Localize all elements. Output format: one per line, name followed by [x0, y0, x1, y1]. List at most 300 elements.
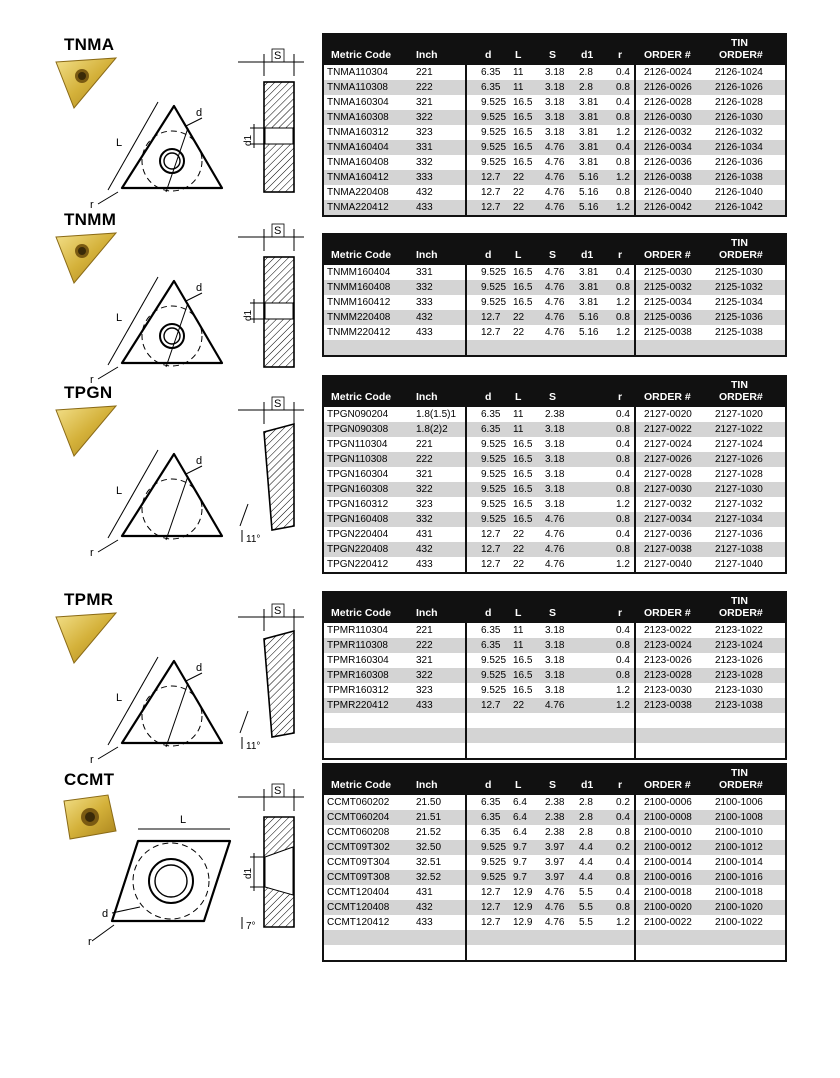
cell-L: 6.4: [513, 827, 527, 838]
cell-L: 22: [513, 327, 525, 338]
cell-r: 0.8: [616, 514, 630, 525]
cell-d1: 3.81: [579, 297, 599, 308]
cell-S: 4.76: [545, 529, 565, 540]
cell-d: 9.525: [481, 142, 507, 153]
cell-order: 2100-0006: [644, 797, 692, 808]
cell-metric-code: TPGN090204: [327, 409, 389, 420]
cell-order: 2127-0020: [644, 409, 692, 420]
cell-order: 2127-0034: [644, 514, 692, 525]
cell-order: 2126-0024: [644, 67, 692, 78]
cell-d: 6.35: [481, 640, 501, 651]
cell-inch: 21.51: [416, 812, 442, 823]
header-tin: TIN: [731, 595, 748, 607]
dim-label-L: L: [180, 814, 187, 826]
cell-r: 0.8: [616, 827, 630, 838]
cell-metric-code: TPGN110304: [327, 439, 388, 450]
cell-tin-order: 2100-1008: [715, 812, 763, 823]
cell-d1: 3.81: [579, 157, 599, 168]
table-row: [324, 452, 785, 467]
section-title: TNMM: [64, 210, 117, 229]
header-tin-order: ORDER#: [719, 49, 763, 61]
cell-L: 16.5: [513, 112, 533, 123]
header-d: d: [485, 779, 492, 791]
table-body: [324, 265, 785, 355]
cell-metric-code: CCMT120408: [327, 902, 390, 913]
cell-S: 4.76: [545, 282, 565, 293]
cell-inch: 21.50: [416, 797, 442, 808]
cell-S: 3.18: [545, 484, 565, 495]
cell-L: 22: [513, 544, 525, 555]
table-row: [324, 557, 785, 572]
cell-metric-code: CCMT09T302: [327, 842, 390, 853]
cell-r: 0.4: [616, 67, 630, 78]
header-L: L: [515, 607, 522, 619]
table-row: [324, 728, 785, 743]
insert-drawing: [82, 621, 232, 771]
cell-metric-code: TPGN160408: [327, 514, 389, 525]
cell-d: 9.525: [481, 439, 507, 450]
cell-metric-code: TPGN090308: [327, 424, 389, 435]
table-row: [324, 295, 785, 310]
table-row: [324, 340, 785, 355]
cell-metric-code: TPGN160304: [327, 469, 389, 480]
cell-d1: 5.16: [579, 172, 599, 183]
cell-d1: 5.16: [579, 312, 599, 323]
cell-order: 2127-0032: [644, 499, 692, 510]
cell-inch: 432: [416, 902, 433, 913]
cell-d1: 3.81: [579, 112, 599, 123]
clearance-angle-label: 11°: [246, 534, 261, 545]
table-row: [324, 810, 785, 825]
cell-inch: 331: [416, 142, 433, 153]
cell-r: 0.8: [616, 670, 630, 681]
cell-L: 16.5: [513, 127, 533, 138]
table-header: [324, 235, 785, 265]
cell-order: 2126-0034: [644, 142, 692, 153]
spec-table: [322, 591, 787, 760]
cell-d: 9.525: [481, 282, 507, 293]
cell-metric-code: TPGN220408: [327, 544, 389, 555]
cell-tin-order: 2126-1026: [715, 82, 763, 93]
cell-metric-code: TNMA160408: [327, 157, 389, 168]
table-row: [324, 653, 785, 668]
cell-inch: 322: [416, 670, 433, 681]
cell-tin-order: 2100-1006: [715, 797, 763, 808]
cell-inch: 221: [416, 625, 433, 636]
column-separator: [465, 265, 467, 355]
cell-order: 2125-0038: [644, 327, 692, 338]
cell-L: 16.5: [513, 157, 533, 168]
cell-tin-order: 2100-1022: [715, 917, 763, 928]
cell-r: 0.4: [616, 142, 630, 153]
table-row: [324, 840, 785, 855]
cell-order: 2126-0032: [644, 127, 692, 138]
cell-tin-order: 2125-1030: [715, 267, 763, 278]
cell-r: 0.4: [616, 857, 630, 868]
cell-d1: 3.81: [579, 142, 599, 153]
table-row: [324, 683, 785, 698]
dim-label-r: r: [90, 754, 94, 766]
cell-r: 1.2: [616, 127, 630, 138]
cell-d: 9.525: [481, 842, 507, 853]
cell-L: 6.4: [513, 812, 527, 823]
cell-S: 3.18: [545, 655, 565, 666]
header-tin-order: ORDER#: [719, 779, 763, 791]
cell-d1: 5.16: [579, 327, 599, 338]
dim-label-d: d: [196, 107, 203, 119]
cell-tin-order: 2125-1032: [715, 282, 763, 293]
table-row: [324, 915, 785, 930]
cell-S: 3.18: [545, 82, 565, 93]
cell-r: 0.4: [616, 267, 630, 278]
cell-d: 6.35: [481, 82, 501, 93]
cell-r: 0.4: [616, 439, 630, 450]
cell-tin-order: 2126-1036: [715, 157, 763, 168]
cell-d: 9.525: [481, 514, 507, 525]
cell-metric-code: TPMR160308: [327, 670, 389, 681]
cell-r: 0.2: [616, 842, 630, 853]
cell-d1: 3.81: [579, 97, 599, 108]
cell-tin-order: 2100-1014: [715, 857, 763, 868]
cell-order: 2100-0008: [644, 812, 692, 823]
cell-inch: 431: [416, 887, 433, 898]
cell-metric-code: TPMR110308: [327, 640, 388, 651]
cell-S: 2.38: [545, 409, 565, 420]
table-row: [324, 110, 785, 125]
cell-r: 0.8: [616, 484, 630, 495]
cell-r: 0.2: [616, 797, 630, 808]
cell-L: 16.5: [513, 499, 533, 510]
table-row: [324, 80, 785, 95]
header-inch: Inch: [416, 607, 438, 619]
cell-order: 2100-0014: [644, 857, 692, 868]
cell-S: 3.18: [545, 112, 565, 123]
cell-r: 0.8: [616, 112, 630, 123]
cell-S: 4.76: [545, 172, 565, 183]
cell-tin-order: 2126-1024: [715, 67, 763, 78]
cell-d1: 3.81: [579, 267, 599, 278]
cell-L: 16.5: [513, 282, 533, 293]
cell-inch: 1.8(1.5)1: [416, 409, 457, 420]
cell-S: 4.76: [545, 544, 565, 555]
cell-L: 16.5: [513, 655, 533, 666]
cell-r: 0.8: [616, 454, 630, 465]
header-r: r: [618, 391, 623, 403]
cell-S: 3.97: [545, 842, 565, 853]
cell-tin-order: 2126-1040: [715, 187, 763, 198]
cell-metric-code: TPMR160304: [327, 655, 389, 666]
table-row: [324, 265, 785, 280]
header-tin-order: ORDER#: [719, 607, 763, 619]
header-d: d: [485, 249, 492, 261]
spec-table: [322, 233, 787, 357]
table-row: [324, 482, 785, 497]
table-row: [324, 945, 785, 960]
cell-L: 11: [513, 67, 524, 78]
cell-tin-order: 2127-1030: [715, 484, 763, 495]
cell-S: 3.18: [545, 625, 565, 636]
cell-tin-order: 2127-1026: [715, 454, 763, 465]
cell-d: 6.35: [481, 625, 501, 636]
insert-side-profile: [238, 223, 318, 373]
cell-L: 9.7: [513, 872, 527, 883]
dim-label-r: r: [90, 374, 94, 386]
header-L: L: [515, 779, 522, 791]
cell-inch: 221: [416, 439, 433, 450]
cell-S: 4.76: [545, 700, 565, 711]
cell-d: 9.525: [481, 484, 507, 495]
cell-d1: 3.81: [579, 127, 599, 138]
cell-inch: 433: [416, 202, 433, 213]
cell-r: 0.8: [616, 640, 630, 651]
header-order: ORDER #: [644, 779, 691, 791]
insert-side-profile: [238, 783, 318, 933]
table-row: [324, 638, 785, 653]
cell-tin-order: 2127-1034: [715, 514, 763, 525]
cell-r: 1.2: [616, 685, 630, 696]
cell-S: 3.18: [545, 670, 565, 681]
cell-d1: 5.5: [579, 887, 593, 898]
cell-L: 16.5: [513, 297, 533, 308]
cell-L: 22: [513, 312, 525, 323]
cell-S: 4.76: [545, 559, 565, 570]
cell-L: 16.5: [513, 685, 533, 696]
cell-order: 2123-0026: [644, 655, 692, 666]
cell-d: 12.7: [481, 312, 501, 323]
cell-S: 3.97: [545, 857, 565, 868]
table-body: [324, 407, 785, 572]
dim-label-r: r: [90, 199, 94, 211]
spec-table: [322, 33, 787, 217]
cell-order: 2126-0038: [644, 172, 692, 183]
cell-tin-order: 2127-1022: [715, 424, 763, 435]
cell-tin-order: 2123-1030: [715, 685, 763, 696]
cell-tin-order: 2127-1020: [715, 409, 763, 420]
cell-metric-code: TNMM220408: [327, 312, 391, 323]
cell-tin-order: 2100-1020: [715, 902, 763, 913]
table-row: [324, 623, 785, 638]
cell-inch: 433: [416, 327, 433, 338]
table-row: [324, 280, 785, 295]
cell-r: 1.2: [616, 700, 630, 711]
cell-d: 9.525: [481, 655, 507, 666]
cell-order: 2126-0026: [644, 82, 692, 93]
header-d: d: [485, 607, 492, 619]
cell-d1: 2.8: [579, 797, 593, 808]
cell-d: 6.35: [481, 827, 501, 838]
cell-tin-order: 2123-1026: [715, 655, 763, 666]
cell-r: 1.2: [616, 499, 630, 510]
cell-L: 16.5: [513, 142, 533, 153]
cell-r: 0.8: [616, 282, 630, 293]
cell-order: 2123-0024: [644, 640, 692, 651]
cell-metric-code: TNMA160308: [327, 112, 389, 123]
cell-d1: 4.4: [579, 872, 593, 883]
table-row: [324, 185, 785, 200]
table-row: [324, 497, 785, 512]
cell-d: 12.7: [481, 187, 501, 198]
table-body: [324, 795, 785, 960]
cell-r: 0.8: [616, 187, 630, 198]
cell-inch: 323: [416, 685, 433, 696]
cell-inch: 323: [416, 127, 433, 138]
cell-order: 2127-0036: [644, 529, 692, 540]
cell-order: 2126-0042: [644, 202, 692, 213]
column-separator: [634, 265, 636, 355]
header-order: ORDER #: [644, 49, 691, 61]
cell-d: 6.35: [481, 424, 501, 435]
cell-inch: 432: [416, 312, 433, 323]
column-separator: [634, 623, 636, 758]
cell-inch: 433: [416, 559, 433, 570]
header-S: S: [549, 779, 557, 791]
section-title: CCMT: [64, 770, 115, 789]
table-header: [324, 593, 785, 623]
cell-S: 4.76: [545, 142, 565, 153]
dim-label-L: L: [116, 485, 123, 497]
header-d1: d1: [581, 49, 594, 61]
cell-L: 16.5: [513, 469, 533, 480]
dim-label-L: L: [116, 137, 123, 149]
cell-S: 3.18: [545, 424, 565, 435]
column-separator: [465, 65, 467, 215]
cell-order: 2100-0012: [644, 842, 692, 853]
table-row: [324, 870, 785, 885]
table-row: [324, 200, 785, 215]
cell-d: 9.525: [481, 499, 507, 510]
header-tin-order: ORDER#: [719, 249, 763, 261]
table-row: [324, 95, 785, 110]
cell-S: 3.18: [545, 469, 565, 480]
header-d1: d1: [581, 249, 594, 261]
table-row: [324, 825, 785, 840]
cell-L: 16.5: [513, 484, 533, 495]
cell-d: 9.525: [481, 112, 507, 123]
header-d: d: [485, 49, 492, 61]
cell-tin-order: 2126-1030: [715, 112, 763, 123]
cell-inch: 222: [416, 82, 433, 93]
header-inch: Inch: [416, 391, 438, 403]
dim-label-d1: d1: [243, 867, 254, 879]
cell-r: 0.4: [616, 887, 630, 898]
cell-S: 3.18: [545, 97, 565, 108]
header-metric-code: Metric Code: [331, 249, 392, 261]
dim-label-S: S: [274, 225, 282, 237]
cell-inch: 321: [416, 97, 433, 108]
cell-L: 9.7: [513, 842, 527, 853]
header-metric-code: Metric Code: [331, 779, 392, 791]
table-row: [324, 542, 785, 557]
cell-order: 2125-0036: [644, 312, 692, 323]
cell-tin-order: 2123-1024: [715, 640, 763, 651]
dim-label-r: r: [88, 936, 92, 948]
cell-S: 4.76: [545, 902, 565, 913]
cell-order: 2127-0024: [644, 439, 692, 450]
column-separator: [634, 407, 636, 572]
cell-S: 4.76: [545, 312, 565, 323]
cell-d1: 2.8: [579, 82, 593, 93]
cell-d1: 2.8: [579, 67, 593, 78]
header-order: ORDER #: [644, 607, 691, 619]
cell-order: 2127-0022: [644, 424, 692, 435]
cell-r: 0.4: [616, 409, 630, 420]
cell-inch: 432: [416, 544, 433, 555]
table-header: [324, 35, 785, 65]
cell-S: 4.76: [545, 297, 565, 308]
cell-order: 2127-0026: [644, 454, 692, 465]
cell-tin-order: 2125-1034: [715, 297, 763, 308]
cell-metric-code: CCMT060208: [327, 827, 390, 838]
cell-r: 1.2: [616, 559, 630, 570]
cell-tin-order: 2127-1036: [715, 529, 763, 540]
table-row: [324, 140, 785, 155]
cell-L: 22: [513, 559, 525, 570]
cell-metric-code: TNMM160412: [327, 297, 391, 308]
cell-S: 3.18: [545, 454, 565, 465]
cell-metric-code: CCMT09T304: [327, 857, 390, 868]
table-row: [324, 310, 785, 325]
cell-S: 2.38: [545, 827, 565, 838]
header-metric-code: Metric Code: [331, 391, 392, 403]
cell-order: 2127-0028: [644, 469, 692, 480]
cell-metric-code: CCMT120404: [327, 887, 390, 898]
cell-inch: 331: [416, 267, 433, 278]
cell-d: 12.7: [481, 529, 501, 540]
cell-inch: 323: [416, 499, 433, 510]
dim-label-L: L: [116, 312, 123, 324]
cell-order: 2123-0038: [644, 700, 692, 711]
cell-metric-code: TPGN220404: [327, 529, 389, 540]
cell-S: 4.76: [545, 157, 565, 168]
cell-d: 9.525: [481, 469, 507, 480]
header-tin-order: ORDER#: [719, 391, 763, 403]
cell-L: 16.5: [513, 670, 533, 681]
table-row: [324, 900, 785, 915]
table-body: [324, 623, 785, 758]
header-d1: d1: [581, 779, 594, 791]
cell-tin-order: 2126-1032: [715, 127, 763, 138]
cell-inch: 321: [416, 655, 433, 666]
cell-d: 6.35: [481, 409, 501, 420]
cell-r: 0.8: [616, 424, 630, 435]
dim-label-S: S: [274, 785, 282, 797]
cell-metric-code: TNMA160312: [327, 127, 389, 138]
header-tin: TIN: [731, 379, 748, 391]
table-row: [324, 527, 785, 542]
table-row: [324, 855, 785, 870]
cell-r: 0.8: [616, 902, 630, 913]
header-r: r: [618, 607, 623, 619]
header-L: L: [515, 249, 522, 261]
cell-inch: 333: [416, 297, 433, 308]
header-order: ORDER #: [644, 249, 691, 261]
cell-d: 9.525: [481, 297, 507, 308]
cell-d: 9.525: [481, 267, 507, 278]
cell-order: 2100-0016: [644, 872, 692, 883]
cell-inch: 433: [416, 917, 433, 928]
cell-metric-code: TNMA110308: [327, 82, 388, 93]
cell-tin-order: 2126-1034: [715, 142, 763, 153]
cell-d1: 5.16: [579, 202, 599, 213]
cell-d: 6.35: [481, 812, 501, 823]
cell-r: 0.8: [616, 157, 630, 168]
cell-r: 0.4: [616, 655, 630, 666]
insert-side-profile: [238, 396, 318, 546]
dim-label-S: S: [274, 605, 282, 617]
cell-L: 22: [513, 202, 525, 213]
cell-L: 16.5: [513, 97, 533, 108]
cell-L: 11: [513, 409, 524, 420]
